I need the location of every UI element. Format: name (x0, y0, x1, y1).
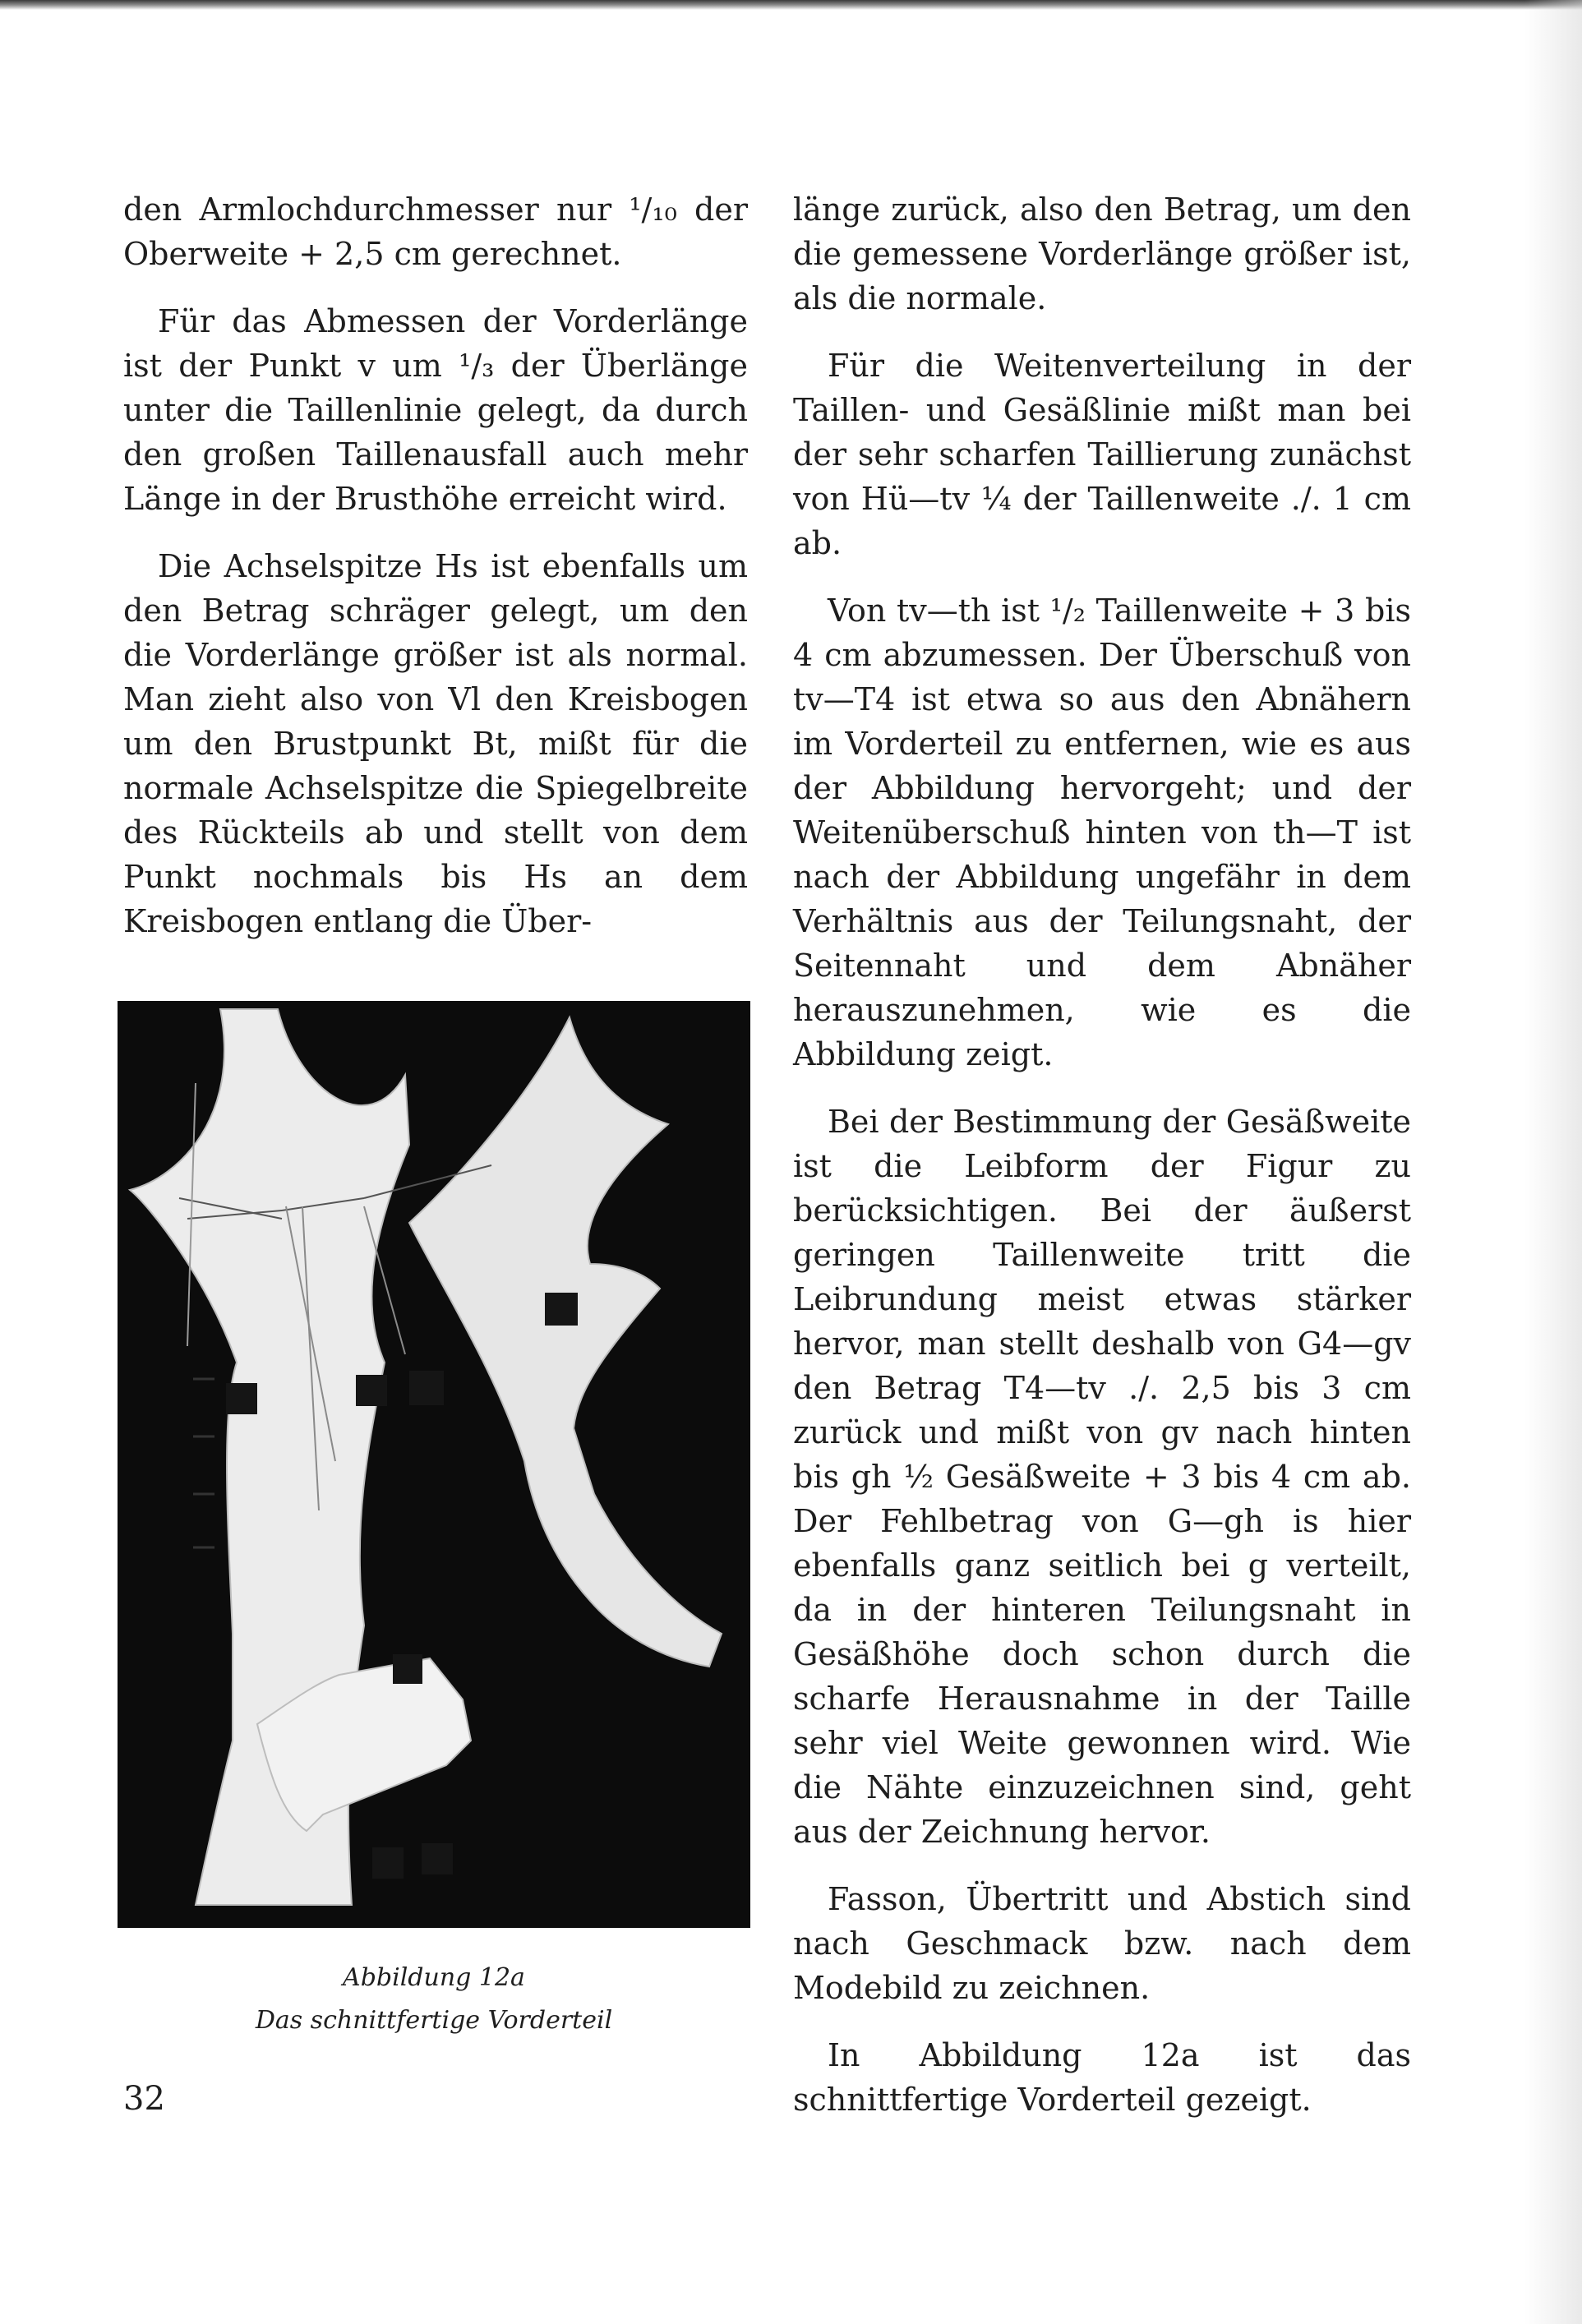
pattern-weight-5 (393, 1654, 422, 1684)
pattern-weight-2 (356, 1375, 387, 1406)
pattern-weight-3 (409, 1371, 444, 1405)
scan-top-edge (0, 0, 1582, 10)
left-paragraph-1: den Armlochdurchmesser nur ¹/₁₀ der Oberweite + 2,5 cm gerechnet. (123, 191, 748, 272)
figure-caption-text: Das schnittfertige Vorderteil (255, 2006, 613, 2035)
pattern-drawing (118, 1001, 750, 1928)
pattern-weight-6 (372, 1847, 404, 1879)
right-paragraph-4: Bei der Bestimmung der Gesäßweite ist die Leibform der Figur zu berücksichtigen. Bei der äußerst geringen Taillenweite tritt die Leibrundung meist etwas stärker hervor, man stellt deshalb von G4—gv den Betrag T4—tv ./. 2,5 bis 3 cm zurück und mißt von gv nach hinten bis gh ½ Gesäßweite + 3 bis 4 cm ab. Der Fehlbetrag von G—gh is hier ebenfalls ganz seitlich bei g verteilt, da in der hinteren Teilungsnaht in Gesäßhöhe doch schon durch die scharfe Herausnahme in der Taille sehr viel Weite gewonnen wird. Wie die Nähte einzuzeichnen sind, geht aus der Zeichnung hervor. (793, 1104, 1411, 1850)
pattern-figure (118, 1001, 750, 1928)
page-number: 32 (123, 2080, 165, 2118)
pattern-weight-7 (422, 1843, 453, 1874)
left-paragraph-2: Für das Abmessen der Vorderlänge ist der Punkt v um ¹/₃ der Überlänge unter die Taillenlinie gelegt, da durch den großen Taillenausfall auch mehr Länge in der Brusthöhe erreicht wird. (123, 303, 748, 517)
right-paragraph-2: Für die Weitenverteilung in der Taillen- und Gesäßlinie mißt man bei der sehr scharfen Taillierung zunächst von Hü—tv ¼ der Taillenweite ./. 1 cm ab. (793, 348, 1411, 561)
right-paragraph-5: Fasson, Übertritt und Abstich sind nach Geschmack bzw. nach dem Modebild zu zeichnen. (793, 1881, 1411, 2006)
left-paragraph-3: Die Achselspitze Hs ist ebenfalls um den Betrag schräger gelegt, um den die Vorderlänge größer ist als normal. Man zieht also von Vl den Kreisbogen um den Brustpunkt Bt, mißt für die normale Achselspitze die Spiegelbreite des Rückteils ab und stellt von dem Punkt nochmals bis Hs an dem Kreisbogen entlang die Über- (123, 548, 748, 939)
right-column (793, 187, 1411, 2122)
right-paragraph-6: In Abbildung 12a ist das schnittfertige Vorderteil gezeigt. (793, 2037, 1411, 2118)
pattern-weight-4 (545, 1293, 578, 1326)
left-column (123, 187, 748, 943)
scan-right-shadow (1524, 0, 1582, 2324)
right-paragraph-1: länge zurück, also den Betrag, um den die gemessene Vorderlänge größer ist, als die normale. (793, 191, 1411, 316)
side-pattern-piece (409, 1017, 722, 1667)
pattern-weight-1 (226, 1383, 257, 1414)
figure-caption-title: Abbildung 12a (343, 1963, 525, 1992)
right-paragraph-3: Von tv—th ist ¹/₂ Taillenweite + 3 bis 4 cm abzumessen. Der Überschuß von tv—T4 ist etwa so aus den Abnähern im Vorderteil zu entfernen, wie es aus der Abbildung hervorgeht; und der Weitenüberschuß hinten von th—T ist nach der Abbildung ungefähr in dem Verhältnis aus der Teilungsnaht, der Seitennaht und dem Abnäher herauszunehmen, wie es die Abbildung zeigt. (793, 593, 1411, 1072)
